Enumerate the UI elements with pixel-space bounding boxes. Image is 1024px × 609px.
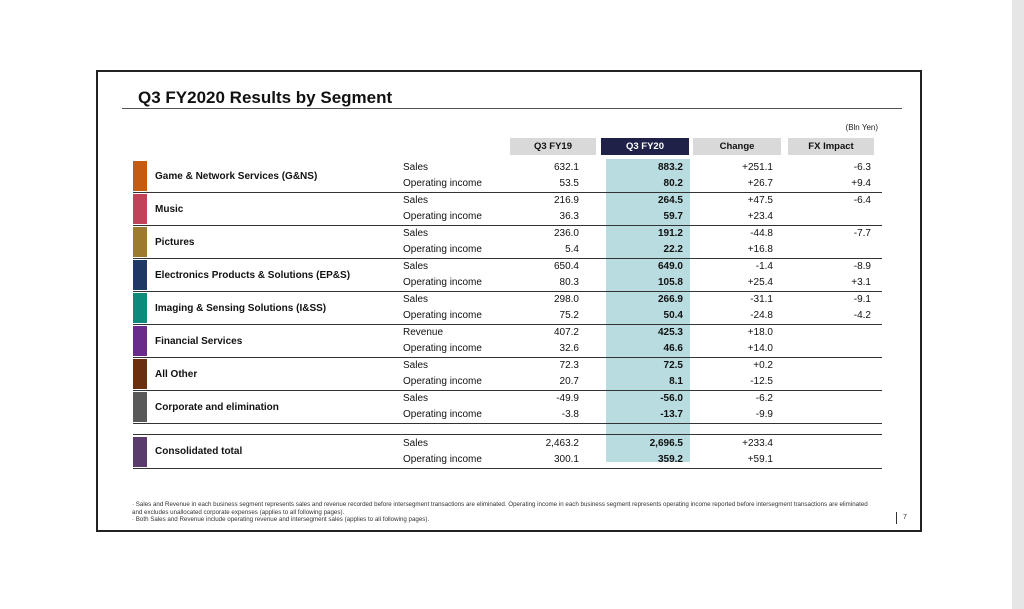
value-q3fy20: 883.2: [657, 162, 683, 173]
value-q3fy20: 191.2: [657, 228, 683, 239]
segment-row: [133, 226, 882, 259]
value-q3fy20: 649.0: [657, 261, 683, 272]
value-q3fy20: 59.7: [663, 211, 683, 222]
value-fx-impact: [801, 407, 871, 422]
value-fx-impact: -4.2: [853, 310, 871, 321]
segment-row: [133, 391, 882, 424]
value-change: -31.1: [750, 294, 773, 305]
value-fx-impact: -8.9: [853, 261, 871, 272]
value-q3fy20: 22.2: [663, 244, 683, 255]
value-q3fy20: 72.5: [663, 360, 683, 371]
value-fx-impact: -6.3: [853, 162, 871, 173]
segment-color-swatch: [133, 227, 147, 257]
value-q3fy20: 264.5: [657, 195, 683, 206]
value-fx-impact: [801, 374, 871, 389]
segment-color-swatch: [133, 359, 147, 389]
line-label: Operating income: [403, 343, 482, 354]
segment-row: [133, 160, 882, 193]
value-change: +23.4: [747, 211, 773, 222]
value-change: +14.0: [747, 343, 773, 354]
value-q3fy19: 20.7: [559, 376, 579, 387]
value-change: -9.9: [755, 409, 773, 420]
segment-name: Corporate and elimination: [155, 401, 279, 413]
value-change: +0.2: [753, 360, 773, 371]
line-label: Sales: [403, 294, 429, 305]
segment-color-swatch: [133, 161, 147, 191]
consolidated-total-row: [133, 434, 882, 469]
value-fx-impact: -7.7: [853, 228, 871, 239]
col-header-q3fy20: Q3 FY20: [601, 138, 689, 155]
value-change: -24.8: [750, 310, 773, 321]
value-change: +233.4: [742, 438, 773, 449]
footnote: · Both Sales and Revenue include operating revenue and intersegment sales (applies to all following pages).: [132, 516, 430, 524]
value-fx-impact: [801, 242, 871, 257]
value-q3fy19: 236.0: [553, 228, 579, 239]
value-q3fy20: 105.8: [657, 277, 683, 288]
value-change: +251.1: [742, 162, 773, 173]
value-q3fy19: 75.2: [559, 310, 579, 321]
title-divider: [122, 108, 902, 109]
page-title: Q3 FY2020 Results by Segment: [138, 88, 393, 107]
segment-row: [133, 358, 882, 391]
segment-name: Music: [155, 203, 184, 215]
segment-name: Imaging & Sensing Solutions (I&SS): [155, 302, 327, 314]
value-fx-impact: -9.1: [853, 294, 871, 305]
line-label: Revenue: [403, 327, 444, 338]
value-q3fy20: 359.2: [657, 454, 683, 465]
line-label: Sales: [403, 228, 429, 239]
value-fx-impact: [801, 436, 871, 451]
value-q3fy19: 80.3: [559, 277, 579, 288]
value-q3fy20: 266.9: [657, 294, 683, 305]
value-fx-impact: [801, 325, 871, 340]
value-fx-impact: [801, 209, 871, 224]
segment-color-swatch: [133, 260, 147, 290]
value-fx-impact: [801, 341, 871, 356]
line-label: Sales: [403, 360, 429, 371]
segment-row: [133, 259, 882, 292]
value-q3fy19: 300.1: [553, 454, 579, 465]
line-label: Sales: [403, 438, 429, 449]
value-change: +16.8: [747, 244, 773, 255]
value-fx-impact: +9.4: [851, 178, 871, 189]
value-q3fy20: 80.2: [663, 178, 683, 189]
segment-name: Electronics Products & Solutions (EP&S): [155, 269, 351, 281]
line-label: Operating income: [403, 409, 482, 420]
segment-color-swatch: [133, 437, 147, 467]
value-change: -12.5: [750, 376, 773, 387]
value-q3fy19: -49.9: [556, 393, 579, 404]
value-change: +18.0: [747, 327, 773, 338]
segment-color-swatch: [133, 392, 147, 422]
line-label: Operating income: [403, 454, 482, 465]
unit-label: (Bln Yen): [845, 123, 878, 132]
value-fx-impact: [801, 358, 871, 373]
value-q3fy19: 650.4: [553, 261, 579, 272]
value-q3fy19: 72.3: [559, 360, 579, 371]
slide: [96, 70, 922, 532]
value-fx-impact: -6.4: [853, 195, 871, 206]
line-label: Operating income: [403, 211, 482, 222]
value-q3fy19: 407.2: [553, 327, 579, 338]
line-label: Operating income: [403, 376, 482, 387]
segment-name: Pictures: [155, 236, 195, 248]
value-q3fy19: 632.1: [553, 162, 579, 173]
value-q3fy19: -3.8: [561, 409, 579, 420]
line-label: Sales: [403, 195, 429, 206]
value-fx-impact: [801, 391, 871, 406]
segment-name: Game & Network Services (G&NS): [155, 170, 318, 182]
value-fx-impact: [801, 452, 871, 467]
page-number: 7: [903, 514, 907, 521]
segment-name: Financial Services: [155, 335, 243, 347]
value-change: -1.4: [755, 261, 773, 272]
col-header-q3fy19: Q3 FY19: [510, 138, 596, 155]
footnote: · Sales and Revenue in each business segment represents sales and revenue recorded before intersegment transactions are eliminated. Operating income in each business segment represents operating income reported before intersegment transactions are eliminated and excludes unallocated corporate expenses (applies to all following pages).: [132, 501, 868, 516]
value-change: +26.7: [747, 178, 773, 189]
value-fx-impact: +3.1: [851, 277, 871, 288]
value-q3fy20: 425.3: [657, 327, 683, 338]
value-q3fy19: 5.4: [565, 244, 579, 255]
value-change: -6.2: [755, 393, 773, 404]
value-q3fy20: -56.0: [660, 393, 683, 404]
col-header-fx-impact: FX Impact: [788, 138, 874, 155]
value-q3fy19: 298.0: [553, 294, 579, 305]
value-q3fy19: 36.3: [559, 211, 579, 222]
segment-color-swatch: [133, 194, 147, 224]
value-q3fy19: 2,463.2: [545, 438, 579, 449]
value-change: +47.5: [747, 195, 773, 206]
line-label: Sales: [403, 162, 429, 173]
value-q3fy19: 32.6: [559, 343, 579, 354]
value-q3fy20: 2,696.5: [649, 438, 683, 449]
segment-name: All Other: [155, 368, 198, 380]
segment-row: [133, 193, 882, 226]
segment-row: [133, 292, 882, 325]
value-change: -44.8: [750, 228, 773, 239]
value-q3fy20: -13.7: [660, 409, 683, 420]
value-q3fy19: 216.9: [553, 195, 579, 206]
value-change: +59.1: [747, 454, 773, 465]
line-label: Operating income: [403, 277, 482, 288]
segment-row: [133, 325, 882, 358]
footnotes: [132, 501, 872, 524]
line-label: Operating income: [403, 310, 482, 321]
line-label: Operating income: [403, 244, 482, 255]
col-header-change: Change: [693, 138, 781, 155]
value-q3fy20: 50.4: [663, 310, 683, 321]
value-q3fy20: 46.6: [663, 343, 683, 354]
line-label: Sales: [403, 261, 429, 272]
segment-name: Consolidated total: [155, 445, 243, 457]
value-q3fy19: 53.5: [559, 178, 579, 189]
segment-color-swatch: [133, 293, 147, 323]
viewer-edge: [1012, 0, 1024, 609]
value-q3fy20: 8.1: [669, 376, 683, 387]
page-number-divider: [896, 512, 897, 524]
line-label: Operating income: [403, 178, 482, 189]
value-change: +25.4: [747, 277, 773, 288]
line-label: Sales: [403, 393, 429, 404]
segment-color-swatch: [133, 326, 147, 356]
